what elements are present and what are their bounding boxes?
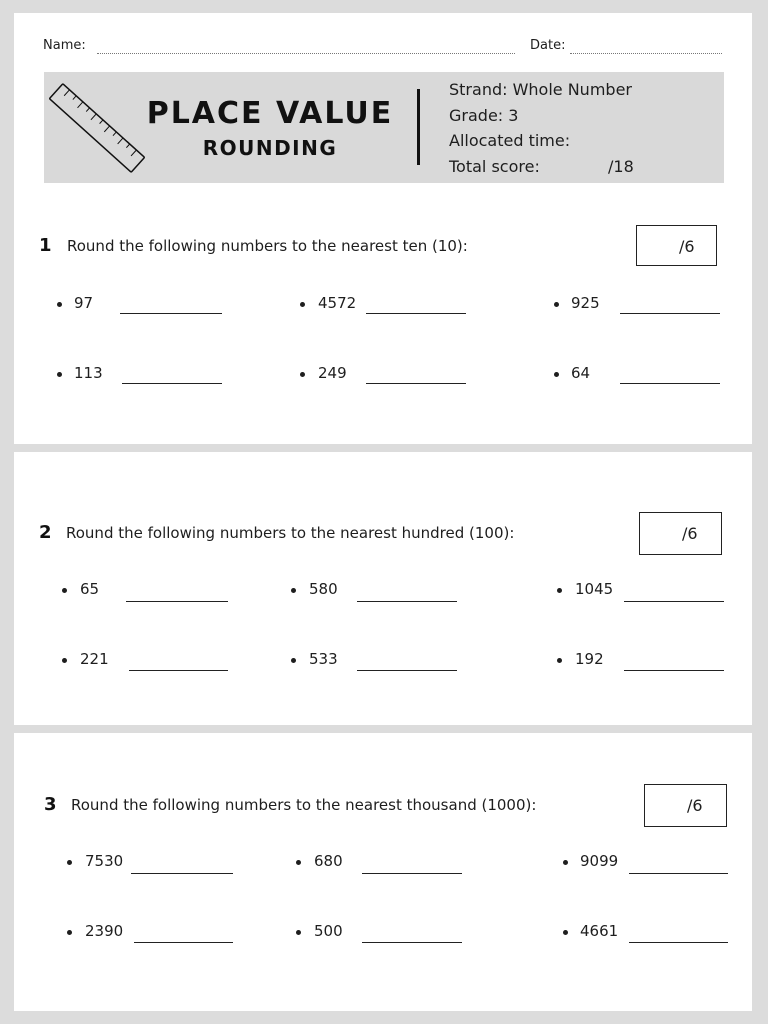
page-title: PLACE VALUE [146,96,394,131]
number-item: 97 [74,294,94,312]
question-number: 2 [39,522,52,543]
answer-line[interactable] [366,383,466,384]
bullet [57,302,62,307]
question-card [14,733,752,1011]
bullet [62,588,67,593]
bullet [67,860,72,865]
date-label: Date: [530,38,566,53]
number-item: 2390 [85,922,124,940]
number-item: 64 [571,364,591,382]
answer-line[interactable] [620,313,720,314]
bullet [563,930,568,935]
answer-line[interactable] [624,670,724,671]
grade-label: Grade: 3 [449,106,519,125]
answer-line[interactable] [357,601,457,602]
bullet [557,588,562,593]
number-item: 113 [74,364,103,382]
question-number: 3 [44,794,57,815]
bullet [57,372,62,377]
answer-line[interactable] [134,942,233,943]
question-number: 1 [39,235,52,256]
answer-line[interactable] [129,670,228,671]
number-item: 9099 [580,852,619,870]
question-text: Round the following numbers to the nearest hundred (100): [66,524,515,542]
bullet [300,372,305,377]
number-item: 533 [309,650,338,668]
score-box[interactable] [639,512,722,555]
bullet [554,302,559,307]
number-item: 192 [575,650,604,668]
score-value: /6 [687,796,703,815]
score-value: /6 [682,524,698,543]
number-item: 249 [318,364,347,382]
date-field[interactable] [570,53,722,54]
worksheet-page-top [14,13,752,444]
page-subtitle: ROUNDING [202,136,338,160]
number-item: 65 [80,580,100,598]
name-field[interactable] [97,53,515,54]
total-score-label: Total score: [449,157,540,176]
answer-line[interactable] [366,313,466,314]
answer-line[interactable] [362,942,462,943]
title-divider [417,89,420,165]
title-banner [44,72,724,183]
answer-line[interactable] [620,383,720,384]
total-score-value: /18 [608,157,634,176]
answer-line[interactable] [629,873,728,874]
score-value: /6 [679,237,695,256]
number-item: 580 [309,580,338,598]
answer-line[interactable] [120,313,222,314]
answer-line[interactable] [624,601,724,602]
answer-line[interactable] [126,601,228,602]
number-item: 500 [314,922,343,940]
bullet [296,930,301,935]
ruler-icon [48,74,146,182]
strand-label: Strand: Whole Number [449,80,632,99]
bullet [563,860,568,865]
score-box[interactable] [636,225,717,266]
allocated-time-label: Allocated time: [449,131,571,150]
bullet [557,658,562,663]
number-item: 925 [571,294,600,312]
name-label: Name: [43,38,86,53]
bullet [554,372,559,377]
score-box[interactable] [644,784,727,827]
question-card [14,452,752,725]
number-item: 4661 [580,922,619,940]
question-text: Round the following numbers to the nearest thousand (1000): [71,796,537,814]
number-item: 7530 [85,852,124,870]
number-item: 680 [314,852,343,870]
bullet [291,588,296,593]
answer-line[interactable] [629,942,728,943]
answer-line[interactable] [122,383,222,384]
number-item: 1045 [575,580,614,598]
answer-line[interactable] [357,670,457,671]
answer-line[interactable] [362,873,462,874]
bullet [67,930,72,935]
answer-line[interactable] [131,873,233,874]
question-text: Round the following numbers to the nearest ten (10): [67,237,468,255]
number-item: 221 [80,650,109,668]
bullet [62,658,67,663]
bullet [296,860,301,865]
number-item: 4572 [318,294,357,312]
bullet [291,658,296,663]
bullet [300,302,305,307]
